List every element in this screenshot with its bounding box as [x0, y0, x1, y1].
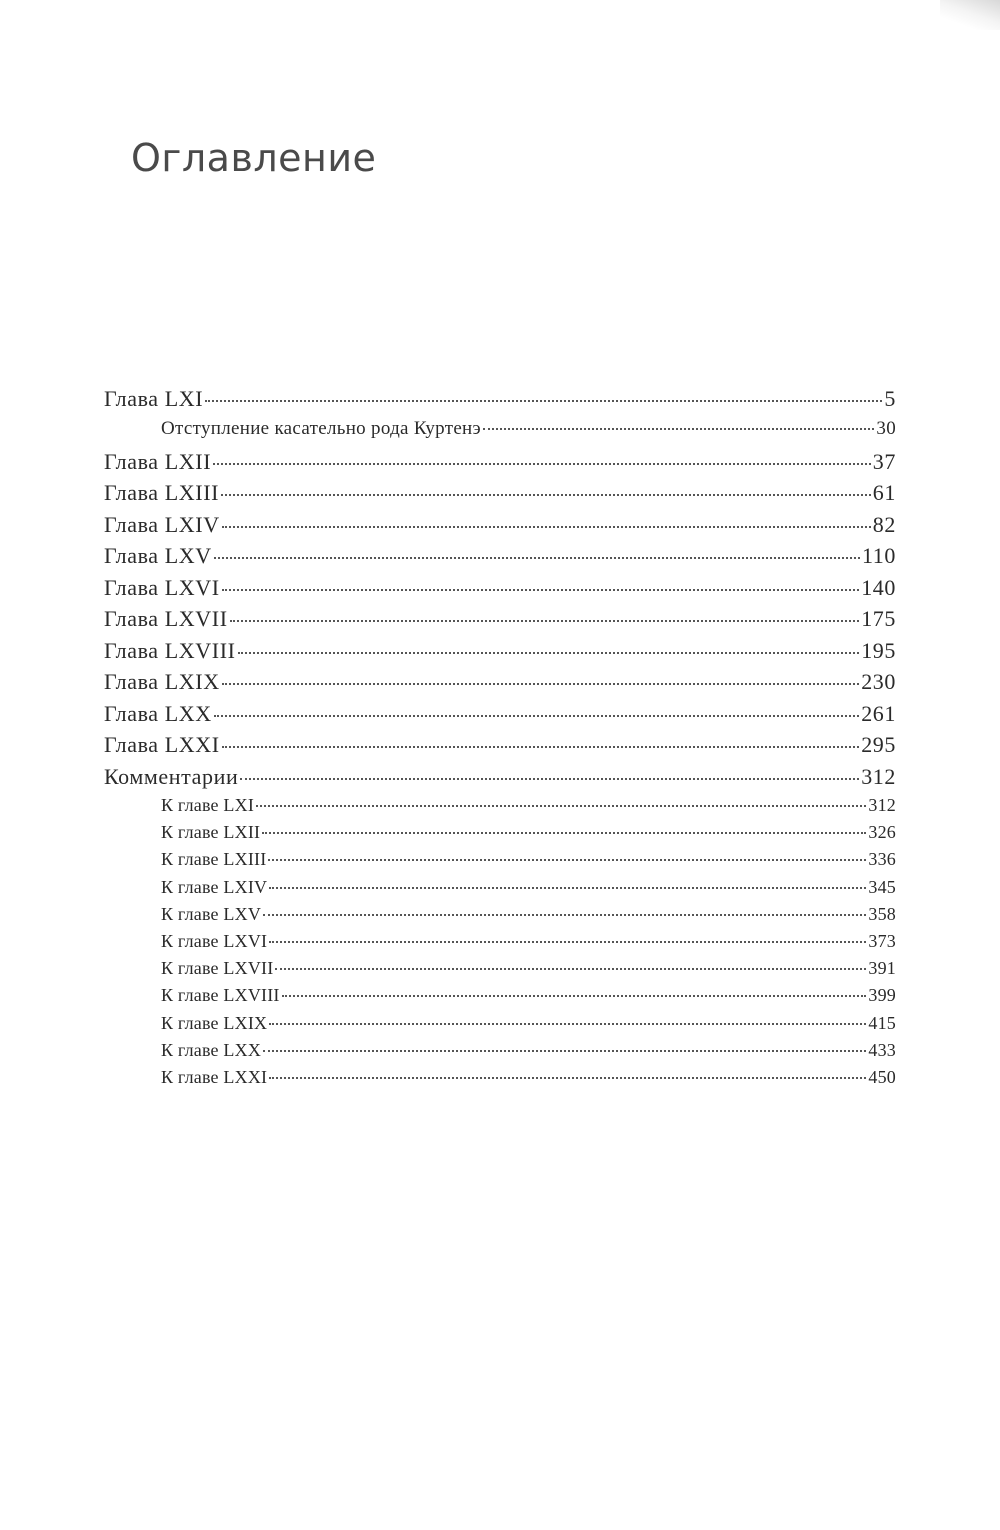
toc-entry-page: 358: [868, 903, 896, 924]
toc-entry-label: К главе LXII: [161, 822, 261, 843]
toc-entry-label: Глава LXVII: [104, 606, 228, 631]
toc-entry-page: 391: [868, 958, 896, 979]
toc-entry[interactable]: [104, 1013, 896, 1040]
toc-entry[interactable]: [104, 480, 896, 512]
toc-entry-page: 37: [872, 448, 896, 474]
toc-entry-page: 312: [861, 763, 896, 789]
toc-entry-label: Глава LXXI: [104, 732, 220, 757]
dot-leader: [221, 494, 871, 496]
dot-leader: [268, 859, 866, 861]
toc-entry[interactable]: [104, 543, 896, 575]
toc-entry-page: 175: [861, 606, 896, 631]
toc-entry-label: Глава LXVI: [104, 574, 220, 600]
dot-leader: [222, 589, 859, 591]
toc-entry-label: К главе LXVI: [161, 930, 268, 951]
dot-leader: [214, 557, 860, 559]
dot-leader: [282, 995, 867, 997]
toc-entry-page: 373: [868, 930, 896, 951]
dot-leader: [240, 778, 859, 780]
toc-entry-page: 345: [868, 876, 896, 897]
toc-entry[interactable]: [104, 418, 896, 449]
toc-entry-label: К главе LXIX: [161, 1012, 268, 1033]
toc-entry-label: Глава LXIV: [104, 511, 220, 537]
toc-entry-label: Глава LXI: [104, 386, 204, 411]
dot-leader: [269, 1077, 866, 1079]
page-title: Оглавление: [131, 136, 377, 180]
dot-leader: [222, 683, 859, 685]
toc-entry[interactable]: [104, 764, 896, 796]
dot-leader: [205, 400, 882, 402]
toc-entry-label: К главе LXV: [161, 903, 262, 924]
toc-entry-label: Комментарии: [104, 763, 239, 789]
dot-leader: [230, 620, 860, 622]
toc-entry-page: 415: [868, 1012, 896, 1033]
toc-entry-label: Глава LXIX: [104, 669, 220, 694]
toc-entry[interactable]: [104, 638, 896, 670]
toc-entry-label: Глава LXX: [104, 700, 212, 726]
toc-entry[interactable]: [104, 822, 896, 849]
toc-entry[interactable]: [104, 386, 896, 418]
toc-entry-label: К главе LXXI: [161, 1066, 268, 1087]
toc-entry[interactable]: [104, 904, 896, 931]
toc-entry-page: 110: [862, 543, 896, 568]
toc-entry-label: К главе LXIV: [161, 876, 268, 897]
dot-leader: [262, 832, 866, 834]
toc-entry[interactable]: [104, 877, 896, 904]
toc-entry-label: К главе LXI: [161, 795, 255, 815]
toc-entry-page: 261: [861, 700, 896, 726]
toc-entry[interactable]: [104, 985, 896, 1012]
toc-entry[interactable]: [104, 931, 896, 958]
dot-leader: [222, 746, 859, 748]
dot-leader: [269, 887, 866, 889]
page-edge-shadow: [940, 0, 1000, 30]
toc-entry-label: К главе LXX: [161, 1039, 262, 1060]
toc-entry-page: 230: [861, 669, 896, 694]
toc-entry-label: Отступление касательно рода Куртенэ: [161, 417, 481, 439]
toc-entry[interactable]: [104, 669, 896, 701]
toc-entry-page: 61: [872, 480, 896, 505]
table-of-contents: [104, 386, 896, 1094]
toc-entry[interactable]: [104, 575, 896, 607]
toc-entry-page: 195: [861, 637, 896, 663]
toc-entry-label: К главе LXIII: [161, 849, 267, 870]
toc-entry[interactable]: [104, 849, 896, 876]
dot-leader: [238, 652, 860, 654]
toc-entry[interactable]: [104, 795, 896, 822]
toc-entry-page: 5: [884, 386, 896, 411]
toc-entry-page: 433: [868, 1039, 896, 1060]
toc-entry-label: К главе LXVII: [161, 958, 274, 979]
toc-entry-page: 326: [868, 822, 896, 843]
dot-leader: [263, 1050, 866, 1052]
toc-entry-page: 30: [876, 417, 896, 439]
dot-leader: [214, 715, 859, 717]
toc-entry-label: К главе LXVIII: [161, 985, 280, 1006]
toc-entry[interactable]: [104, 449, 896, 481]
dot-leader: [483, 428, 874, 430]
dot-leader: [263, 914, 866, 916]
toc-entry-page: 336: [868, 849, 896, 870]
toc-entry-label: Глава LXII: [104, 448, 212, 474]
toc-entry[interactable]: [104, 1067, 896, 1094]
toc-entry[interactable]: [104, 732, 896, 764]
toc-entry-page: 399: [868, 985, 896, 1006]
toc-entry[interactable]: [104, 701, 896, 733]
toc-entry-page: 140: [861, 574, 896, 600]
toc-entry[interactable]: [104, 512, 896, 544]
toc-entry-page: 295: [861, 732, 896, 757]
toc-entry-page: 450: [868, 1066, 896, 1087]
toc-entry[interactable]: [104, 606, 896, 638]
toc-entry-label: Глава LXV: [104, 543, 212, 568]
toc-entry-page: 312: [868, 795, 896, 815]
dot-leader: [256, 805, 866, 807]
toc-entry-page: 82: [872, 511, 896, 537]
dot-leader: [222, 526, 871, 528]
toc-entry[interactable]: [104, 958, 896, 985]
toc-entry[interactable]: [104, 1040, 896, 1067]
dot-leader: [269, 941, 866, 943]
dot-leader: [269, 1023, 866, 1025]
toc-entry-label: Глава LXIII: [104, 480, 220, 505]
dot-leader: [275, 968, 866, 970]
dot-leader: [213, 463, 871, 465]
toc-entry-label: Глава LXVIII: [104, 637, 236, 663]
